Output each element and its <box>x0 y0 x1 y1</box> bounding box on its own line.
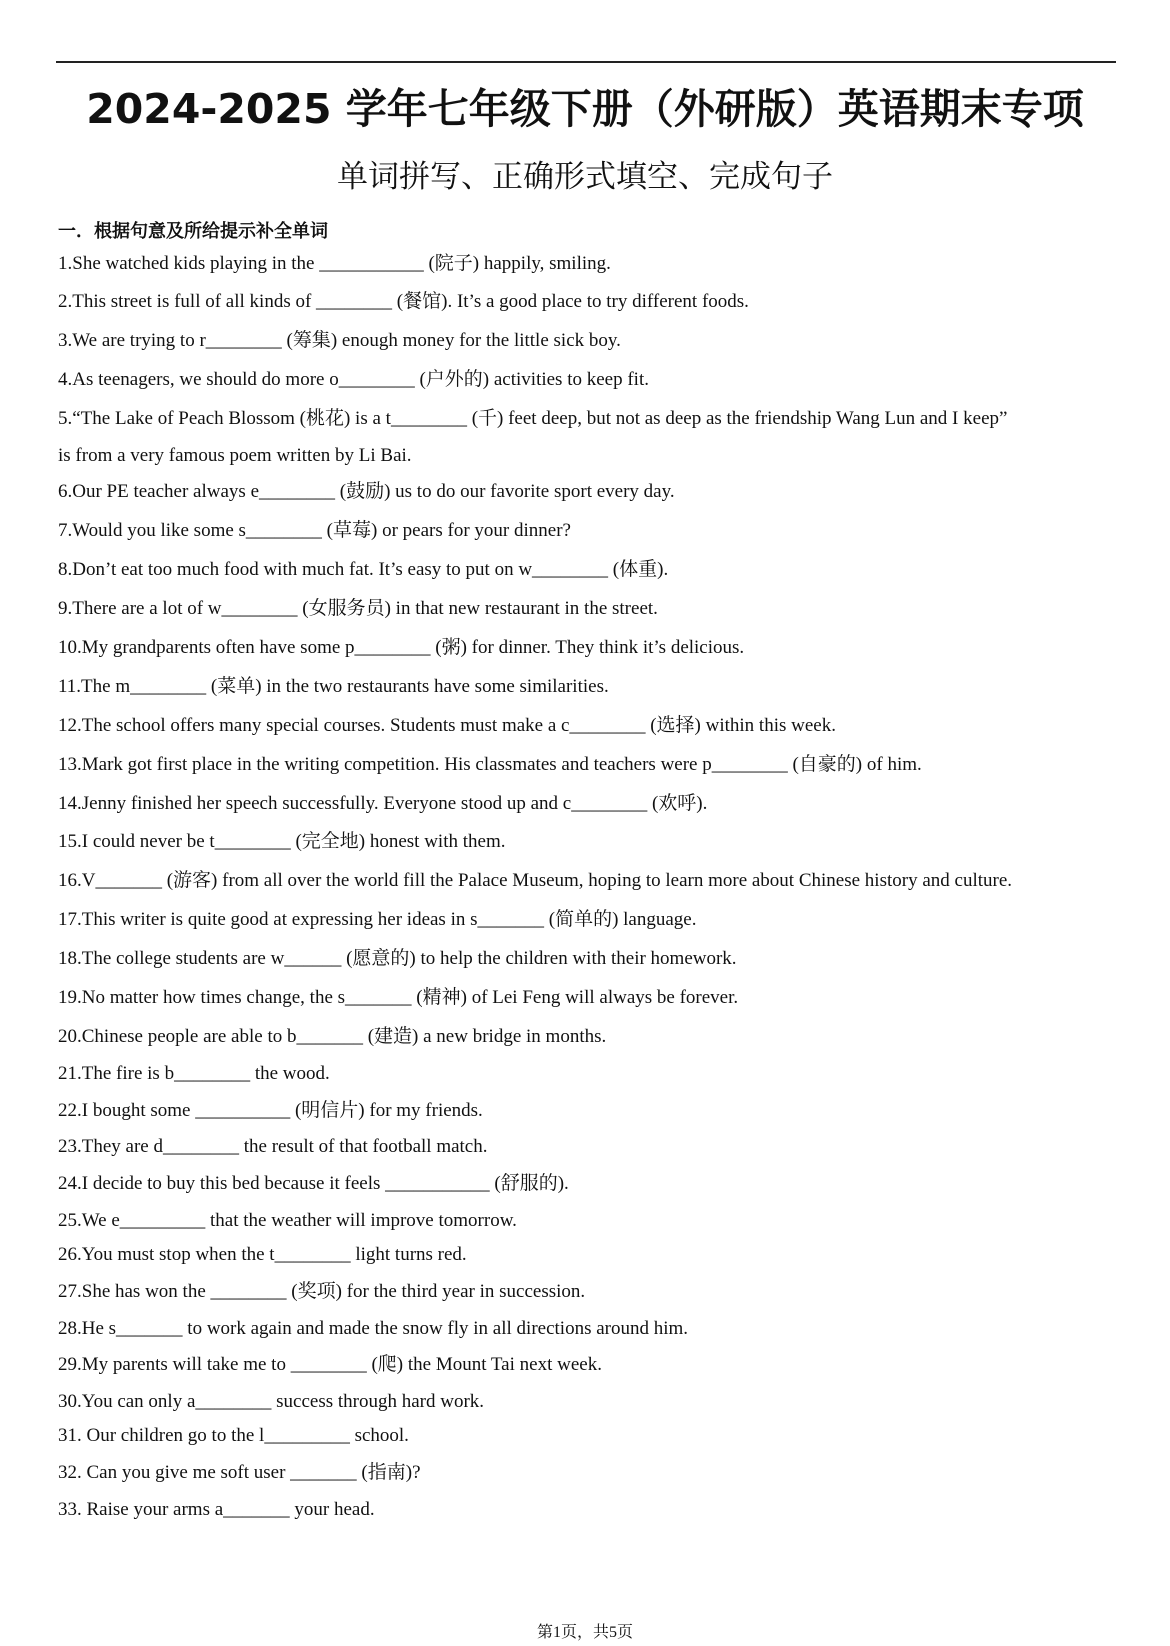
question-26: 26.You must stop when the t________ light turns red. <box>58 1244 467 1265</box>
question-33: 33. Raise your arms a_______ your head. <box>58 1499 375 1520</box>
question-14: 14.Jenny finished her speech successfully. Everyone stood up and c________ (欢呼). <box>58 793 708 814</box>
question-3: 3.We are trying to r________ (筹集) enough money for the little sick boy. <box>58 330 621 351</box>
question-18: 18.The college students are w______ (愿意的) to help the children with their homework. <box>58 948 737 969</box>
question-6: 6.Our PE teacher always e________ (鼓励) us to do our favorite sport every day. <box>58 481 675 502</box>
question-17: 17.This writer is quite good at expressing her ideas in s_______ (简单的) language. <box>58 909 697 930</box>
question-5: 5.“The Lake of Peach Blossom (桃花) is a t________ (千) feet deep, but not as deep as the friendship Wang Lun and I keep” <box>58 408 1008 429</box>
question-21: 21.The fire is b________ the wood. <box>58 1063 330 1084</box>
question-13: 13.Mark got first place in the writing competition. His classmates and teachers were p________ (自豪的) of him. <box>58 754 922 775</box>
question-5-continued: is from a very famous poem written by Li Bai. <box>58 445 412 466</box>
question-19: 19.No matter how times change, the s_______ (精神) of Lei Feng will always be forever. <box>58 987 739 1008</box>
document-title: 2024-2025 学年七年级下册（外研版）英语期末专项 <box>86 85 1084 133</box>
question-15: 15.I could never be t________ (完全地) honest with them. <box>58 831 506 852</box>
document-subtitle: 单词拼写、正确形式填空、完成句子 <box>337 159 833 195</box>
question-8: 8.Don’t eat too much food with much fat. It’s easy to put on w________ (体重). <box>58 559 669 580</box>
question-24: 24.I decide to buy this bed because it feels ___________ (舒服的). <box>58 1173 569 1194</box>
question-10: 10.My grandparents often have some p________ (粥) for dinner. They think it’s delicious. <box>58 637 745 658</box>
question-11: 11.The m________ (菜单) in the two restaurants have some similarities. <box>58 676 609 697</box>
question-29: 29.My parents will take me to ________ (爬) the Mount Tai next week. <box>58 1354 602 1375</box>
question-31: 31. Our children go to the l_________ school. <box>58 1425 409 1446</box>
question-25: 25.We e_________ that the weather will improve tomorrow. <box>58 1210 517 1231</box>
question-4: 4.As teenagers, we should do more o________ (户外的) activities to keep fit. <box>58 369 649 390</box>
question-9: 9.There are a lot of w________ (女服务员) in that new restaurant in the street. <box>58 598 658 619</box>
section-heading: 一．根据句意及所给提示补全单词 <box>58 221 328 242</box>
question-7: 7.Would you like some s________ (草莓) or pears for your dinner? <box>58 520 571 541</box>
question-22: 22.I bought some __________ (明信片) for my friends. <box>58 1100 483 1121</box>
page-footer: 第1页，共5页 <box>536 1624 633 1641</box>
question-2: 2.This street is full of all kinds of ________ (餐馆). It’s a good place to try different foods. <box>58 291 749 312</box>
question-12: 12.The school offers many special courses. Students must make a c________ (选择) within this week. <box>58 715 836 736</box>
question-1: 1.She watched kids playing in the ___________ (院子) happily, smiling. <box>58 253 611 274</box>
question-16: 16.V_______ (游客) from all over the world fill the Palace Museum, hoping to learn more about Chinese history and culture. <box>58 870 1013 891</box>
question-32: 32. Can you give me soft user _______ (指南)? <box>58 1462 421 1483</box>
top-rule <box>56 61 1116 63</box>
question-20: 20.Chinese people are able to b_______ (建造) a new bridge in months. <box>58 1026 607 1047</box>
question-27: 27.She has won the ________ (奖项) for the third year in succession. <box>58 1281 586 1302</box>
question-28: 28.He s_______ to work again and made the snow fly in all directions around him. <box>58 1318 689 1339</box>
question-30: 30.You can only a________ success through hard work. <box>58 1391 485 1412</box>
question-23: 23.They are d________ the result of that football match. <box>58 1136 488 1157</box>
